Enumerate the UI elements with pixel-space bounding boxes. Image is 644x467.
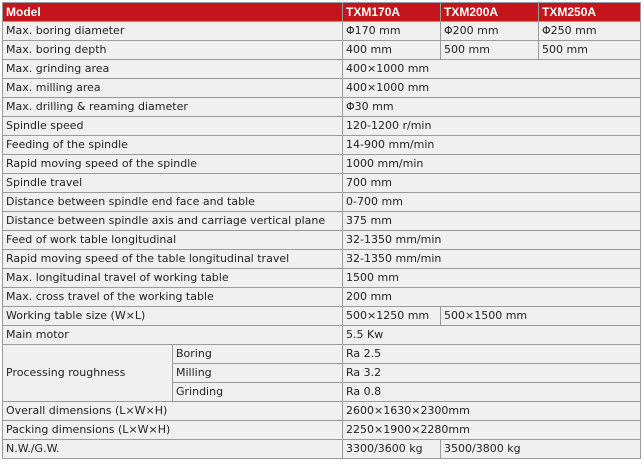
cell-value: Ra 2.5 bbox=[343, 345, 641, 364]
cell-value: 3500/3800 kg bbox=[441, 440, 641, 459]
table-row bbox=[3, 269, 641, 288]
row-label: Max. cross travel of the working table bbox=[3, 288, 343, 307]
cell-value: 3300/3600 kg bbox=[343, 440, 441, 459]
row-label: Rapid moving speed of the spindle bbox=[3, 155, 343, 174]
table-row bbox=[3, 60, 641, 79]
row-label: Max. boring depth bbox=[3, 41, 343, 60]
sub-label: Milling bbox=[173, 364, 343, 383]
cell-value: Φ200 mm bbox=[441, 22, 539, 41]
table-row bbox=[3, 421, 641, 440]
cell-value: Ra 0.8 bbox=[343, 383, 641, 402]
cell-value: 500 mm bbox=[539, 41, 641, 60]
sub-label: Boring bbox=[173, 345, 343, 364]
table-row bbox=[3, 345, 641, 364]
model-header: Model bbox=[3, 3, 343, 22]
table-row bbox=[3, 307, 641, 326]
cell-value: 400 mm bbox=[343, 41, 441, 60]
cell-value: 1500 mm bbox=[343, 269, 641, 288]
sub-label: Grinding bbox=[173, 383, 343, 402]
model-txm250a: TXM250A bbox=[539, 3, 641, 22]
cell-value: 32-1350 mm/min bbox=[343, 231, 641, 250]
cell-value: 500×1250 mm bbox=[343, 307, 441, 326]
row-label: Distance between spindle axis and carriage vertical plane bbox=[3, 212, 343, 231]
cell-value: 2600×1630×2300mm bbox=[343, 402, 641, 421]
row-label: Spindle speed bbox=[3, 117, 343, 136]
row-label: Overall dimensions (L×W×H) bbox=[3, 402, 343, 421]
table-row bbox=[3, 250, 641, 269]
cell-value: 700 mm bbox=[343, 174, 641, 193]
table-row bbox=[3, 193, 641, 212]
cell-value: 200 mm bbox=[343, 288, 641, 307]
table-row bbox=[3, 174, 641, 193]
cell-value: 2250×1900×2280mm bbox=[343, 421, 641, 440]
model-txm170a: TXM170A bbox=[343, 3, 441, 22]
row-label: Max. grinding area bbox=[3, 60, 343, 79]
table-row bbox=[3, 231, 641, 250]
row-label: Distance between spindle end face and table bbox=[3, 193, 343, 212]
cell-value: Φ250 mm bbox=[539, 22, 641, 41]
cell-value: 32-1350 mm/min bbox=[343, 250, 641, 269]
row-label: Working table size (W×L) bbox=[3, 307, 343, 326]
cell-value: 375 mm bbox=[343, 212, 641, 231]
row-label: Packing dimensions (L×W×H) bbox=[3, 421, 343, 440]
row-label: Max. boring diameter bbox=[3, 22, 343, 41]
table-row bbox=[3, 440, 641, 459]
cell-value: Ra 3.2 bbox=[343, 364, 641, 383]
row-label: N.W./G.W. bbox=[3, 440, 343, 459]
cell-value: Φ30 mm bbox=[343, 98, 641, 117]
cell-value: 500 mm bbox=[441, 41, 539, 60]
table-row bbox=[3, 326, 641, 345]
table-row bbox=[3, 79, 641, 98]
table-row bbox=[3, 117, 641, 136]
table-row bbox=[3, 402, 641, 421]
spec-table bbox=[2, 2, 641, 459]
table-row bbox=[3, 288, 641, 307]
row-label: Max. milling area bbox=[3, 79, 343, 98]
row-label: Max. drilling & reaming diameter bbox=[3, 98, 343, 117]
table-row bbox=[3, 98, 641, 117]
cell-value: 5.5 Kw bbox=[343, 326, 641, 345]
cell-value: 1000 mm/min bbox=[343, 155, 641, 174]
cell-value: 400×1000 mm bbox=[343, 79, 641, 98]
table-row bbox=[3, 212, 641, 231]
cell-value: 400×1000 mm bbox=[343, 60, 641, 79]
header-row bbox=[3, 3, 641, 22]
table-row bbox=[3, 41, 641, 60]
cell-value: 500×1500 mm bbox=[441, 307, 641, 326]
table-row bbox=[3, 136, 641, 155]
cell-value: 14-900 mm/min bbox=[343, 136, 641, 155]
table-row bbox=[3, 22, 641, 41]
row-label: Spindle travel bbox=[3, 174, 343, 193]
row-label: Main motor bbox=[3, 326, 343, 345]
cell-value: 120-1200 r/min bbox=[343, 117, 641, 136]
row-label: Feed of work table longitudinal bbox=[3, 231, 343, 250]
cell-value: 0-700 mm bbox=[343, 193, 641, 212]
row-label: Processing roughness bbox=[3, 345, 173, 402]
table-row bbox=[3, 155, 641, 174]
model-txm200a: TXM200A bbox=[441, 3, 539, 22]
row-label: Max. longitudinal travel of working table bbox=[3, 269, 343, 288]
row-label: Rapid moving speed of the table longitudinal travel bbox=[3, 250, 343, 269]
cell-value: Φ170 mm bbox=[343, 22, 441, 41]
row-label: Feeding of the spindle bbox=[3, 136, 343, 155]
